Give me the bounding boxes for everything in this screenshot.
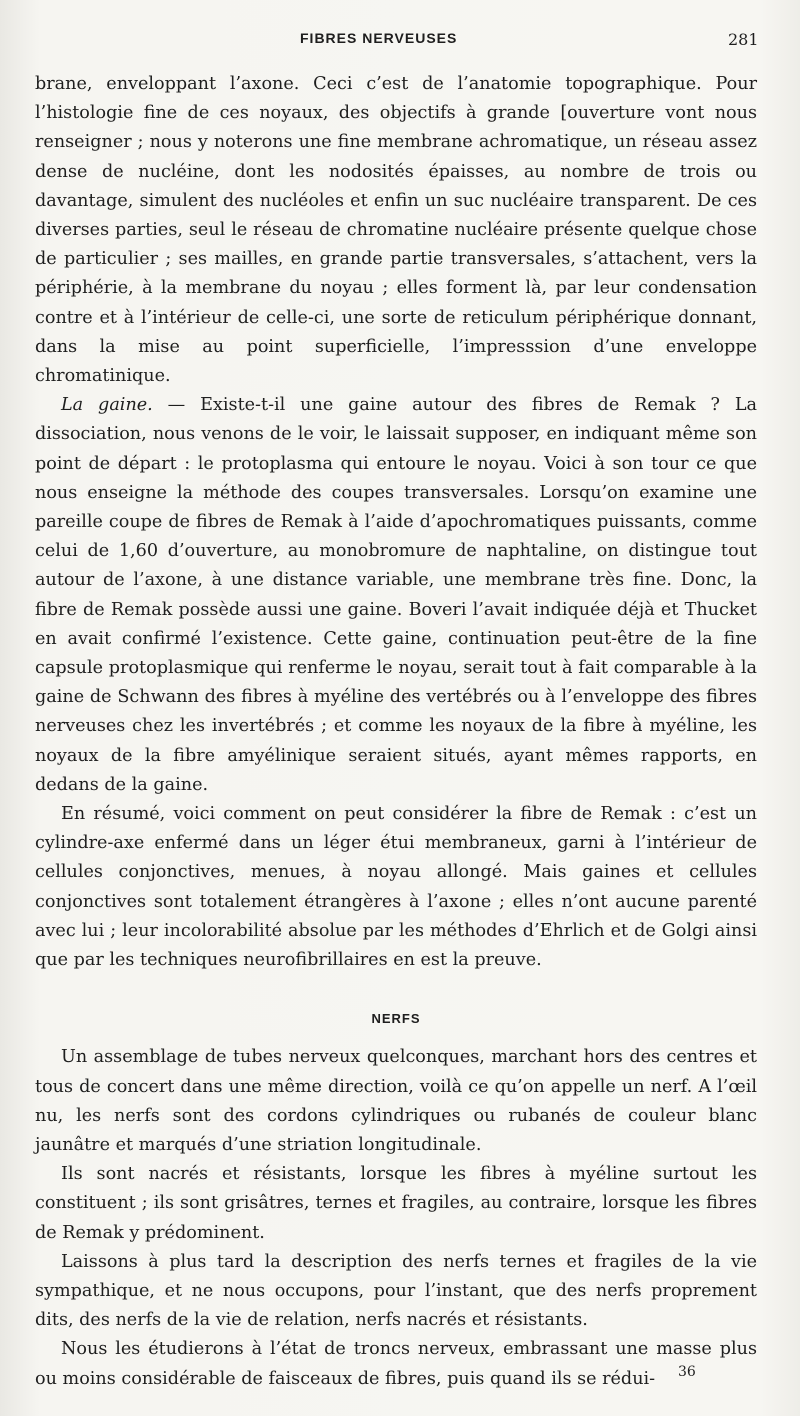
paragraph-nuclei: brane, enveloppant l’axone. Ceci c’est de l’anatomie topographique. Pour l’histologie fine de ces noyaux, des objectifs à grande [ouverture vont nous renseigner ; nous y noterons une fine membrane achromatique, un réseau assez dense de nucléine, dont les nodosités épaisses, au nombre de trois ou davantage, simulent des nucléoles et enfin un suc nucléaire transparent. De ces diverses parties, seul le réseau de chromatine nucléaire présente quelque chose de particulier ; ses mailles, en grande partie transversales, s’attachent, vers la périphérie, à la membrane du noyau ; elles forment là, par leur condensation contre et à l’intérieur de celle-ci, une sorte de reticulum périphérique donnant, dans la mise au point superficielle, l’impresssion d’une enveloppe chromatinique.: [35, 74, 757, 387]
paragraph-nerf-definition: Un assemblage de tubes nerveux quelconques, marchant hors des centres et tous de concert dans une même direction, voilà ce qu’on appelle un nerf. A l’œil nu, les nerfs sont des cordons cylindriques ou rubanés de couleur blanc jaunâtre et marqués d’une striation longitudinale.: [35, 1047, 757, 1155]
paragraph-la-gaine: [35, 391, 757, 800]
paragraph-lead: La gaine.: [61, 395, 153, 416]
paragraph-resume: En résumé, voici comment on peut considérer la fibre de Remak : c’est un cylindre-axe enfermé dans un léger étui membraneux, garni à l’intérieur de cellules conjonctives, menues, à noyau allongé. Mais gaines et cellules conjonctives sont totalement étrangères à l’axone ; elles n’ont aucune parenté avec lui ; leur incolorabilité absolue par les méthodes d’Ehrlich et de Golgi ainsi que par les techniques neurofibrillaires en est la preuve.: [35, 804, 757, 971]
paragraph-troncs: Nous les étudierons à l’état de troncs nerveux, embrassant une masse plus ou moins considérable de faisceaux de fibres, puis quand ils se rédui-: [35, 1339, 757, 1389]
page-header: [0, 30, 800, 54]
paragraph-text: — Existe-t-il une gaine autour des fibres de Remak ? La dissociation, nous venons de le voir, le laissait supposer, en indiquant même son point de départ : le protoplasma qui entoure le noyau. Voici à son tour ce que nous enseigne la méthode des coupes transversales. Lorsqu’on examine une pareille coupe de fibres de Remak à l’aide d’apochromatiques puissants, comme celui de 1,60 d’ouverture, au monobromure de naphtaline, on distingue tout autour de l’axone, à une distance variable, une membrane très fine. Donc, la fibre de Remak possède aussi une gaine. Boveri l’avait indiquée déjà et Thucket en avait confirmé l’existence. Cette gaine, continuation peut-être de la fine capsule protoplasmique qui renferme le noyau, serait tout à fait comparable à la gaine de Schwann des fibres à myéline des vertébrés ou à l’enveloppe des fibres nerveuses chez les invertébrés ; et comme les noyaux de la fibre à myéline, les noyaux de la fibre amyélinique seraient situés, ayant mêmes rapports, en dedans de la gaine.: [35, 395, 757, 795]
page-number: 281: [728, 30, 759, 49]
running-title: FIBRES NERVEUSES: [300, 30, 458, 46]
paragraph-laissons: Laissons à plus tard la description des nerfs ternes et fragiles de la vie sympathique, et ne nous occupons, pour l’instant, que des nerfs proprement dits, des nerfs de la vie de relation, nerfs nacrés et résistants.: [35, 1251, 757, 1331]
paragraph-nacres: Ils sont nacrés et résistants, lorsque les fibres à myéline surtout les constituent ; ils sont grisâtres, ternes et fragiles, au contraire, lorsque les fibres de Remak y prédominent.: [35, 1164, 757, 1243]
section-title: NERFS: [371, 1011, 421, 1027]
signature-mark: 36: [678, 1364, 696, 1380]
page-body: [35, 70, 757, 1394]
